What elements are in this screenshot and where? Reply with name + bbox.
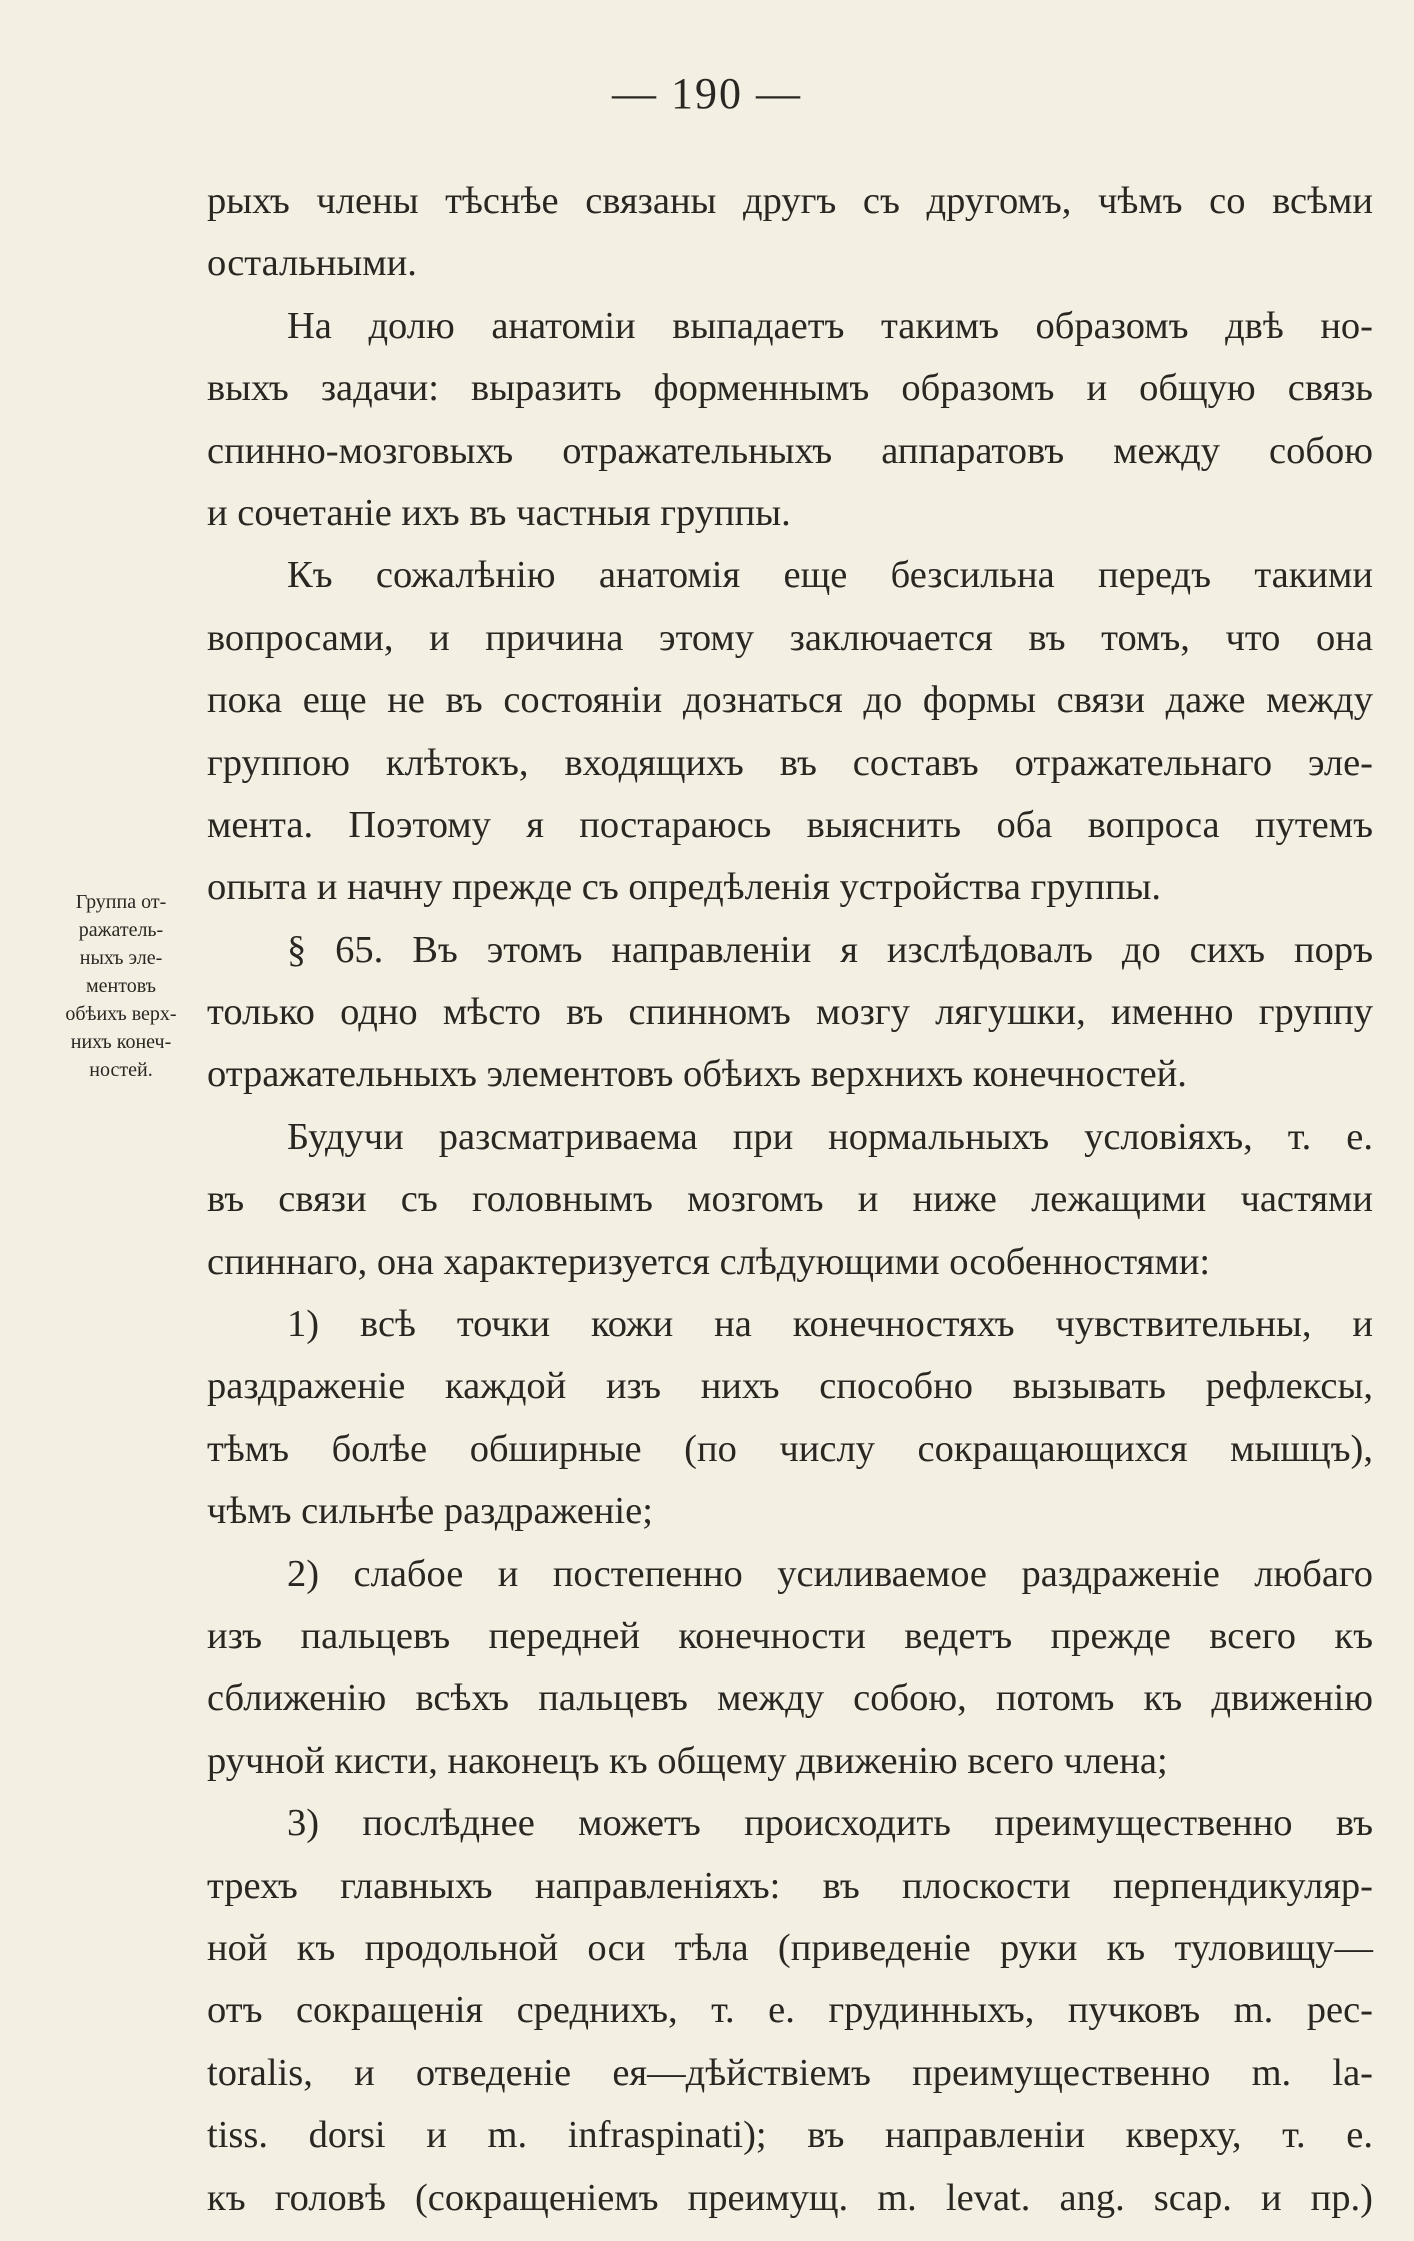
margin-note-line: ражатель- <box>78 919 164 941</box>
text-line: выхъ задачи: выразить форменнымъ образомъ и общую связь <box>207 367 1373 410</box>
text-line: и сочетаніе ихъ въ частныя группы. <box>207 491 791 534</box>
margin-note-line: нихъ конеч- <box>70 1031 172 1053</box>
text-line: пока еще не въ состояніи дознаться до формы связи даже между <box>207 679 1373 722</box>
text-line: отражательныхъ элементовъ обѣихъ верхнихъ конечностей. <box>207 1053 1187 1096</box>
margin-note <box>42 888 200 1084</box>
text-line: мента. Поэтому я постараюсь выяснить оба вопроса путемъ <box>207 803 1373 846</box>
text-line: ной къ продольной оси тѣла (приведеніе руки къ туловищу— <box>207 1926 1373 1969</box>
text-line: раздраженіе каждой изъ нихъ способно вызывать рефлексы, <box>207 1365 1373 1408</box>
text-line: вопросами, и причина этому заключается въ томъ, что она <box>207 616 1373 659</box>
text-line: § 65. Въ этомъ направленіи я изслѣдовалъ до сихъ поръ <box>287 928 1373 971</box>
text-line: ручной кисти, наконецъ къ общему движенію всего члена; <box>207 1739 1168 1782</box>
text-line: къ головѣ (сокращеніемъ преимущ. m. levat. ang. scap. и пр.) <box>207 2176 1373 2219</box>
text-line: въ связи съ головнымъ мозгомъ и ниже лежащими частями <box>207 1178 1373 1221</box>
text-line: сближенію всѣхъ пальцевъ между собою, потомъ къ движенію <box>207 1677 1373 1720</box>
margin-note-line: Группа от- <box>75 891 167 913</box>
margin-note-line: ныхъ эле- <box>79 947 163 969</box>
body-text <box>207 170 1373 2229</box>
page-number: — 190 — <box>612 69 802 118</box>
text-line: спинно-мозговыхъ отражательныхъ аппаратовъ между собою <box>207 429 1373 472</box>
text-line: Къ сожалѣнію анатомія еще безсильна передъ такими <box>287 554 1373 597</box>
text-line: трехъ главныхъ направленіяхъ: въ плоскости перпендикуляр- <box>207 1864 1373 1907</box>
text-line: остальными. <box>207 242 417 285</box>
text-line: изъ пальцевъ передней конечности ведетъ прежде всего къ <box>207 1614 1373 1657</box>
margin-note-line: обѣихъ верх- <box>65 1003 177 1025</box>
text-line: toralis, и отведеніе ея—дѣйствіемъ преимущественно m. la- <box>207 2051 1373 2094</box>
text-line: 2) слабое и постепенно усиливаемое раздраженіе любаго <box>287 1552 1373 1595</box>
text-line: отъ сокращенія среднихъ, т. е. грудинныхъ, пучковъ m. pec- <box>207 1989 1373 2032</box>
text-line: 1) всѣ точки кожи на конечностяхъ чувствительны, и <box>287 1303 1373 1346</box>
text-line: только одно мѣсто въ спинномъ мозгу лягушки, именно группу <box>207 991 1373 1034</box>
text-line: спиннаго, она характеризуется слѣдующими особенностями: <box>207 1240 1211 1283</box>
text-line: опыта и начну прежде съ опредѣленія устройства группы. <box>207 866 1162 909</box>
text-line: На долю анатоміи выпадаетъ такимъ образомъ двѣ но- <box>287 304 1373 347</box>
text-line: 3) послѣднее можетъ происходить преимущественно въ <box>287 1802 1373 1845</box>
text-line: tiss. dorsi и m. infraspinati); въ направленіи кверху, т. е. <box>207 2114 1373 2157</box>
text-line: чѣмъ сильнѣе раздраженіе; <box>207 1490 653 1533</box>
text-line: тѣмъ болѣе обширные (по числу сокращающихся мышцъ), <box>207 1427 1373 1470</box>
text-line: рыхъ члены тѣснѣе связаны другъ съ другомъ, чѣмъ со всѣми <box>207 180 1373 222</box>
text-line: группою клѣтокъ, входящихъ въ составъ отражательнаго эле- <box>207 741 1373 784</box>
margin-note-line: ментовъ <box>86 975 156 997</box>
margin-note-line: ностей. <box>89 1059 153 1081</box>
text-line: Будучи разсматриваема при нормальныхъ условіяхъ, т. е. <box>287 1115 1373 1158</box>
